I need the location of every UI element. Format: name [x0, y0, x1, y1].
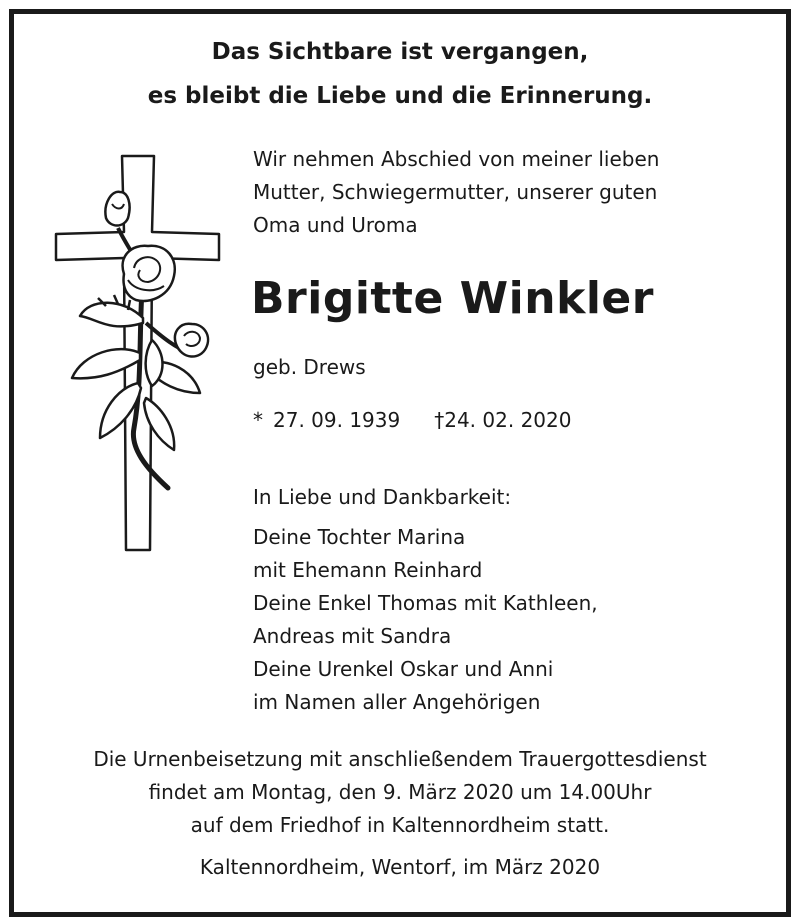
list-item: Deine Enkel Thomas mit Kathleen,: [253, 591, 598, 615]
mourners-list: [253, 521, 598, 719]
list-item: Andreas mit Sandra: [253, 624, 452, 648]
funeral-line: auf dem Friedhof in Kaltennordheim statt.: [190, 813, 610, 837]
funeral-info: [0, 743, 800, 842]
funeral-line: Die Urnenbeisetzung mit anschließendem Trauergottesdienst: [93, 747, 707, 771]
birth-date: 27. 09. 1939: [273, 408, 401, 432]
death-symbol: †: [434, 408, 445, 432]
motto: [0, 30, 800, 118]
birth-name: geb. Drews: [253, 355, 366, 379]
deceased-name: Brigitte Winkler: [251, 273, 654, 324]
life-dates: [253, 405, 571, 435]
funeral-line: findet am Montag, den 9. März 2020 um 14.00Uhr: [148, 780, 652, 804]
thanks-heading: In Liebe und Dankbarkeit:: [253, 485, 512, 509]
intro-text: [253, 143, 763, 242]
intro-line: Oma und Uroma: [253, 213, 418, 237]
cross-with-roses-icon: [48, 148, 228, 558]
place-date: Kaltennordheim, Wentorf, im März 2020: [199, 855, 601, 879]
intro-line: Wir nehmen Abschied von meiner lieben: [253, 147, 660, 171]
intro-line: Mutter, Schwiegermutter, unserer guten: [253, 180, 658, 204]
list-item: Deine Urenkel Oskar und Anni: [253, 657, 554, 681]
list-item: Deine Tochter Marina: [253, 525, 466, 549]
birth-symbol: *: [253, 408, 263, 432]
motto-line: Das Sichtbare ist vergangen,: [211, 39, 589, 65]
list-item: im Namen aller Angehörigen: [253, 690, 541, 714]
list-item: mit Ehemann Reinhard: [253, 558, 483, 582]
death-date: 24. 02. 2020: [444, 408, 572, 432]
motto-line: es bleibt die Liebe und die Erinnerung.: [147, 83, 653, 109]
